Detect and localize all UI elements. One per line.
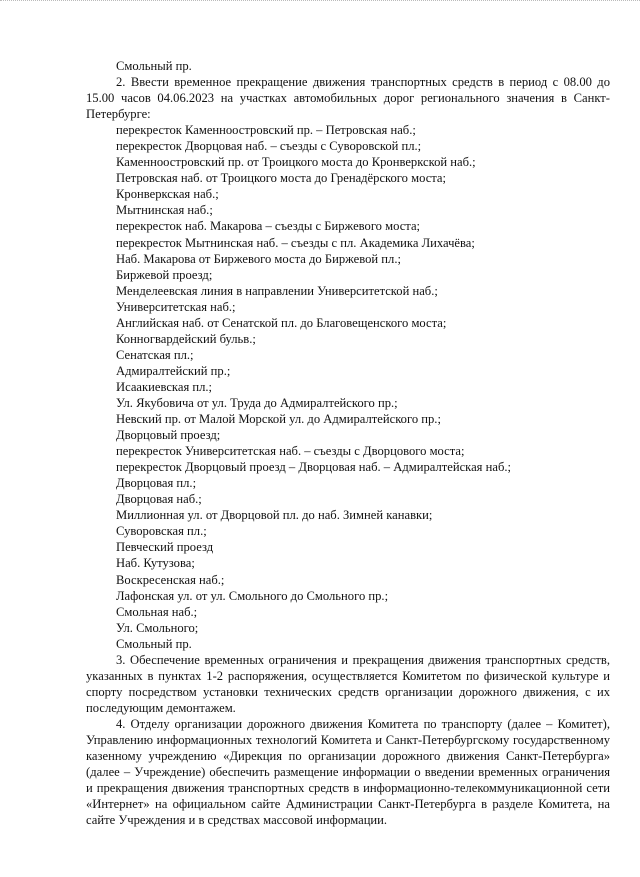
list-item: Сенатская пл.; xyxy=(116,347,194,362)
list-item: Адмиралтейский пр.; xyxy=(116,363,231,378)
list-item: Смольная наб.; xyxy=(116,604,198,619)
list-item: Английская наб. от Сенатской пл. до Благовещенского моста; xyxy=(116,315,447,330)
document-page xyxy=(86,58,610,828)
list-item: Конногвардейский бульв.; xyxy=(116,331,256,346)
list-item: Дворцовая пл.; xyxy=(116,476,197,491)
paragraph-4: 4. Отделу организации дорожного движения Комитета по транспорту (далее – Комитет), Управлению информационных технологий Комитета и Санкт-Петербургскому государственному казенному учреждению «Дирекция по организации дорожного движения Санкт-Петербурга» (далее – Учреждение) обеспечить размещение информации о введении временных ограничения и прекращения движения транспортных средств в информационно-телекоммуникационной сети «Интернет» на официальном сайте Администрации Санкт-Петербурга в разделе Комитета, на сайте Учреждения и в средствах массовой информации. xyxy=(86,716,610,828)
list-item: перекресток Дворцовая наб. – съезды с Суворовской пл.; xyxy=(116,139,422,154)
list-item: Суворовская пл.; xyxy=(116,524,207,539)
list-item: Мытнинская наб.; xyxy=(116,203,213,218)
list-item: Невский пр. от Малой Морской ул. до Адмиралтейского пр.; xyxy=(116,412,441,427)
paragraph-3: 3. Обеспечение временных ограничения и прекращения движения транспортных средств, указанных в пунктах 1-2 распоряжения, осуществляется Комитетом по физической культуре и спорту посредством установки технических средств организации дорожного движения, с их последующим демонтажем. xyxy=(86,652,610,715)
list-item: Смольный пр. xyxy=(116,636,192,651)
list-item: Кронверкская наб.; xyxy=(116,187,219,202)
list-item: Миллионная ул. от Дворцовой пл. до наб. Зимней канавки; xyxy=(116,508,433,523)
list-item: Лафонская ул. от ул. Смольного до Смольного пр.; xyxy=(116,588,389,603)
top-line: Смольный пр. xyxy=(116,59,192,73)
list-item: перекресток Каменноостровский пр. – Петровская наб.; xyxy=(116,123,416,138)
list-item: Дворцовая наб.; xyxy=(116,492,202,507)
scan-top-edge xyxy=(0,0,640,7)
road-section-list xyxy=(86,122,610,652)
list-item: перекресток Дворцовый проезд – Дворцовая наб. – Адмиралтейская наб.; xyxy=(116,460,512,475)
list-item: Исаакиевская пл.; xyxy=(116,379,213,394)
list-item: Певческий проезд xyxy=(116,540,214,555)
list-item: Университетская наб.; xyxy=(116,299,236,314)
list-item: Менделеевская линия в направлении Университетской наб.; xyxy=(116,283,438,298)
list-item: перекресток Университетская наб. – съезды с Дворцового моста; xyxy=(116,444,465,459)
list-item: Каменноостровский пр. от Троицкого моста до Кронверкской наб.; xyxy=(116,155,476,170)
list-item: Ул. Смольного; xyxy=(116,620,199,635)
list-item: Биржевой проезд; xyxy=(116,267,213,282)
list-item: Наб. Макарова от Биржевого моста до Биржевой пл.; xyxy=(116,251,401,266)
list-item: Дворцовый проезд; xyxy=(116,428,221,443)
list-item: перекресток наб. Макарова – съезды с Биржевого моста; xyxy=(116,219,421,234)
list-item: Петровская наб. от Троицкого моста до Гренадёрского моста; xyxy=(116,171,447,186)
list-item: Наб. Кутузова; xyxy=(116,556,195,571)
list-item: Ул. Якубовича от ул. Труда до Адмиралтейского пр.; xyxy=(116,395,398,410)
list-item: Воскресенская наб.; xyxy=(116,572,225,587)
list-item: перекресток Мытнинская наб. – съезды с пл. Академика Лихачёва; xyxy=(116,235,475,250)
paragraph-2: 2. Ввести временное прекращение движения транспортных средств в период с 08.00 до 15.00 часов 04.06.2023 на участках автомобильных дорог регионального значения в Санкт-Петербурге: xyxy=(86,75,610,122)
